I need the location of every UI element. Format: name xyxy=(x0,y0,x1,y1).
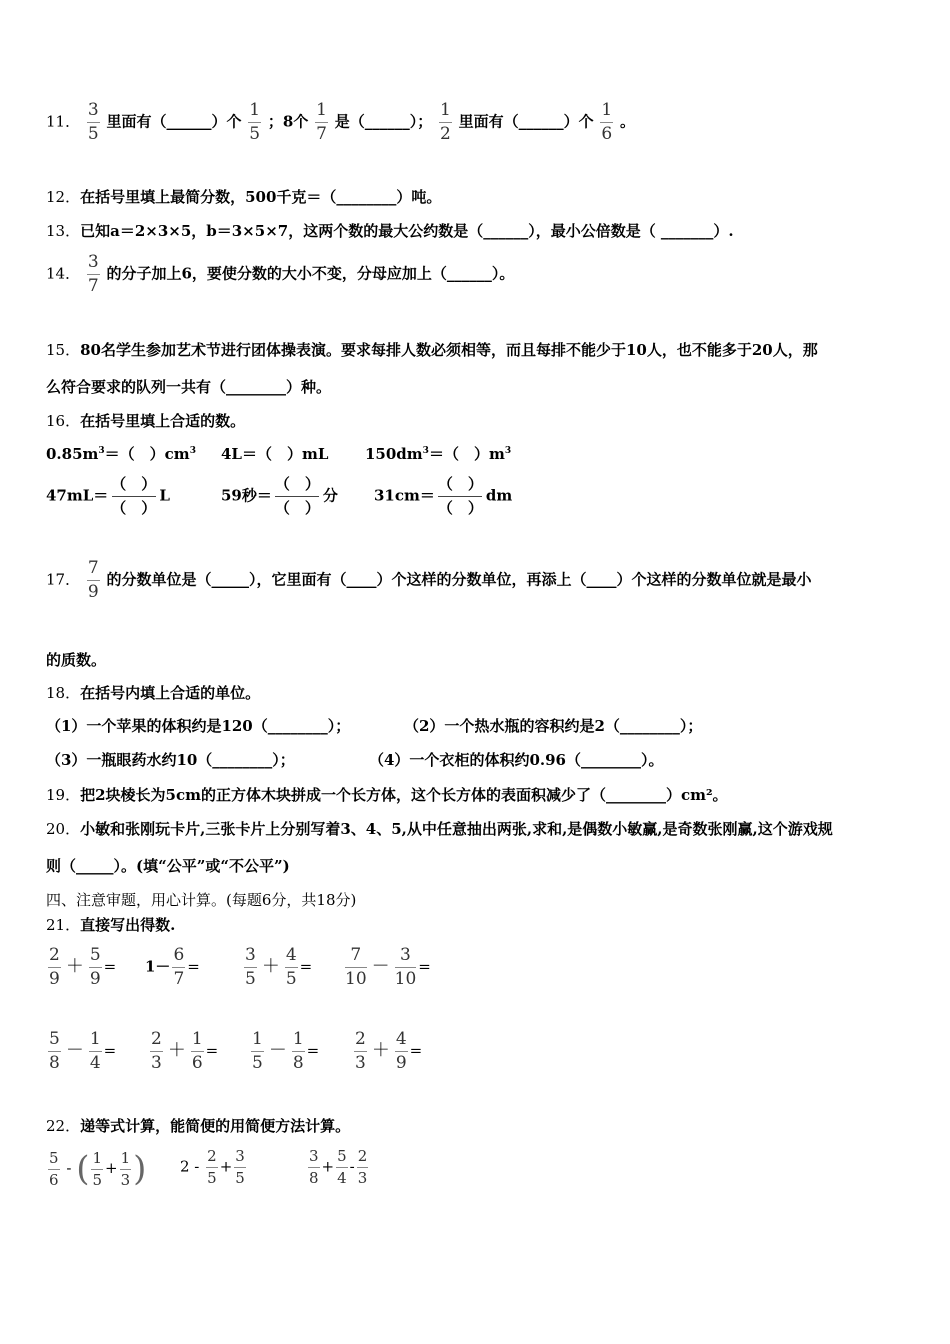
q18-item-4: （4）一个衣柜的体积约0.96（________）。 xyxy=(369,751,664,769)
question-text: 80名学生参加艺术节进行团体操表演。要求每排人数必须相等，而且每排不能少于10人，也不能多于20人，那 xyxy=(80,341,818,359)
q16-row2-a: 47mL＝ （ ） （ ） L xyxy=(46,475,170,517)
question-text: 是（______）； xyxy=(334,112,433,131)
q21-expr-3: $\frac{3}{5}$ ＋ $\frac{4}{5}$ = xyxy=(245,945,313,989)
question-number: 13． xyxy=(46,222,81,240)
fraction: $\frac{1}{5}$ xyxy=(249,100,261,144)
question-13 xyxy=(46,220,734,241)
q21-expr-2: 1－ $\frac{6}{7}$ = xyxy=(145,945,200,989)
question-number: 16． xyxy=(46,412,81,430)
fraction: $\frac{1}{7}$ xyxy=(316,100,327,144)
question-number: 14． xyxy=(46,264,81,283)
question-22 xyxy=(46,1115,350,1136)
q21-expr-8: $\frac{2}{3}$ ＋ $\frac{4}{9}$ = xyxy=(355,1029,423,1073)
fraction: $\frac{7}{9}$ xyxy=(87,558,99,602)
q22-expr-1: $\frac{5}{6}$ - ( $\frac{1}{5}$ + $\frac{1}{3}$ ) xyxy=(49,1148,147,1189)
question-20-line2: 则（_____）。(填“公平”或“不公平”) xyxy=(46,857,290,875)
question-19 xyxy=(46,784,728,805)
question-text: 直接写出得数. xyxy=(80,916,176,934)
q21-expr-4: $\frac{7}{10}$ － $\frac{3}{10}$ = xyxy=(345,945,431,989)
q21-expr-5: $\frac{5}{8}$ － $\frac{1}{4}$ = xyxy=(49,1029,117,1073)
question-text: 把2块棱长为5cm的正方体木块拼成一个长方体，这个长方体的表面积减少了（________）cm²。 xyxy=(80,786,728,804)
fraction: $\frac{3}{5}$ xyxy=(87,100,99,144)
question-21 xyxy=(46,914,175,935)
q16-row2-c: 31cm＝ （ ） （ ） dm xyxy=(374,475,513,517)
question-text: 小敏和张刚玩卡片,三张卡片上分别写着3、4、5,从中任意抽出两张,求和,是偶数小敏赢,是奇数张刚赢,这个游戏规 xyxy=(80,820,833,838)
q18-item-1: （1）一个苹果的体积约是120（________）； xyxy=(46,717,351,735)
question-text: 在括号内填上合适的单位。 xyxy=(80,684,261,702)
q22-expr-3: $\frac{3}{8}$ + $\frac{5}{4}$ - $\frac{2}{3}$ xyxy=(309,1147,368,1187)
fraction: $\frac{1}{6}$ xyxy=(601,100,613,144)
question-14 xyxy=(46,254,514,295)
question-text: 。 xyxy=(620,112,636,131)
fraction: $\frac{3}{7}$ xyxy=(87,252,99,296)
question-16 xyxy=(46,410,245,431)
q18-item-3: （3）一瓶眼药水约10（________）； xyxy=(46,751,295,769)
question-text: 里面有（______）个 xyxy=(458,112,594,131)
q16-row1-c: $150dm^3=$（ ）$m^3$ xyxy=(365,445,512,463)
question-text: 在括号里填上最简分数，500千克＝（________）吨。 xyxy=(80,188,442,206)
q18-item-2: （2）一个热水瓶的容积约是2（________）； xyxy=(404,717,703,735)
question-number: 12． xyxy=(46,188,81,206)
q22-expr-2: 2 - $\frac{2}{5}$ + $\frac{3}{5}$ xyxy=(180,1147,245,1187)
question-15 xyxy=(46,339,818,360)
question-20 xyxy=(46,818,833,839)
question-text: 在括号里填上合适的数。 xyxy=(80,412,246,430)
question-number: 21． xyxy=(46,916,81,934)
q21-expr-1: $\frac{2}{9}$ ＋ $\frac{5}{9}$ = xyxy=(49,945,117,989)
question-17 xyxy=(46,560,812,601)
question-number: 18． xyxy=(46,684,81,702)
question-12 xyxy=(46,186,441,207)
question-number: 22． xyxy=(46,1117,81,1135)
question-number: 20． xyxy=(46,820,81,838)
question-number: 19． xyxy=(46,786,81,804)
q16-row1-a: $0.85m^3=$（ ）$cm^3$ xyxy=(46,445,196,463)
question-18 xyxy=(46,682,260,703)
q21-expr-6: $\frac{2}{3}$ ＋ $\frac{1}{6}$ = xyxy=(151,1029,219,1073)
question-text: ；8个 xyxy=(267,112,309,131)
question-17-line2: 的质数。 xyxy=(46,651,107,669)
question-text: 的分子加上6，要使分数的大小不变，分母应加上（______）。 xyxy=(106,264,515,283)
question-number: 15． xyxy=(46,341,81,359)
q16-row2-b: 59秒＝ （ ） （ ） 分 xyxy=(221,475,338,517)
question-text: 里面有（______）个 xyxy=(106,112,242,131)
question-text: 递等式计算，能简便的用简便方法计算。 xyxy=(80,1117,351,1135)
question-11 xyxy=(46,102,635,143)
question-number: 11． xyxy=(46,112,81,131)
question-text: 的分数单位是（_____），它里面有（____）个这样的分数单位，再添上（____）个这样的分数单位就是最小 xyxy=(106,570,812,589)
question-15-line2: 么符合要求的队列一共有（________）种。 xyxy=(46,378,332,396)
question-text: 已知a＝2×3×5，b＝3×5×7，这两个数的最大公约数是（______），最小公倍数是（ _______）. xyxy=(80,222,734,240)
fraction: $\frac{1}{2}$ xyxy=(440,100,451,144)
question-number: 17． xyxy=(46,570,81,589)
q21-expr-7: $\frac{1}{5}$ － $\frac{1}{8}$ = xyxy=(252,1029,320,1073)
q16-row1-b: 4L＝（ ）mL xyxy=(221,445,329,463)
section-heading: 四、注意审题，用心计算。(每题6分，共18分) xyxy=(46,891,357,909)
